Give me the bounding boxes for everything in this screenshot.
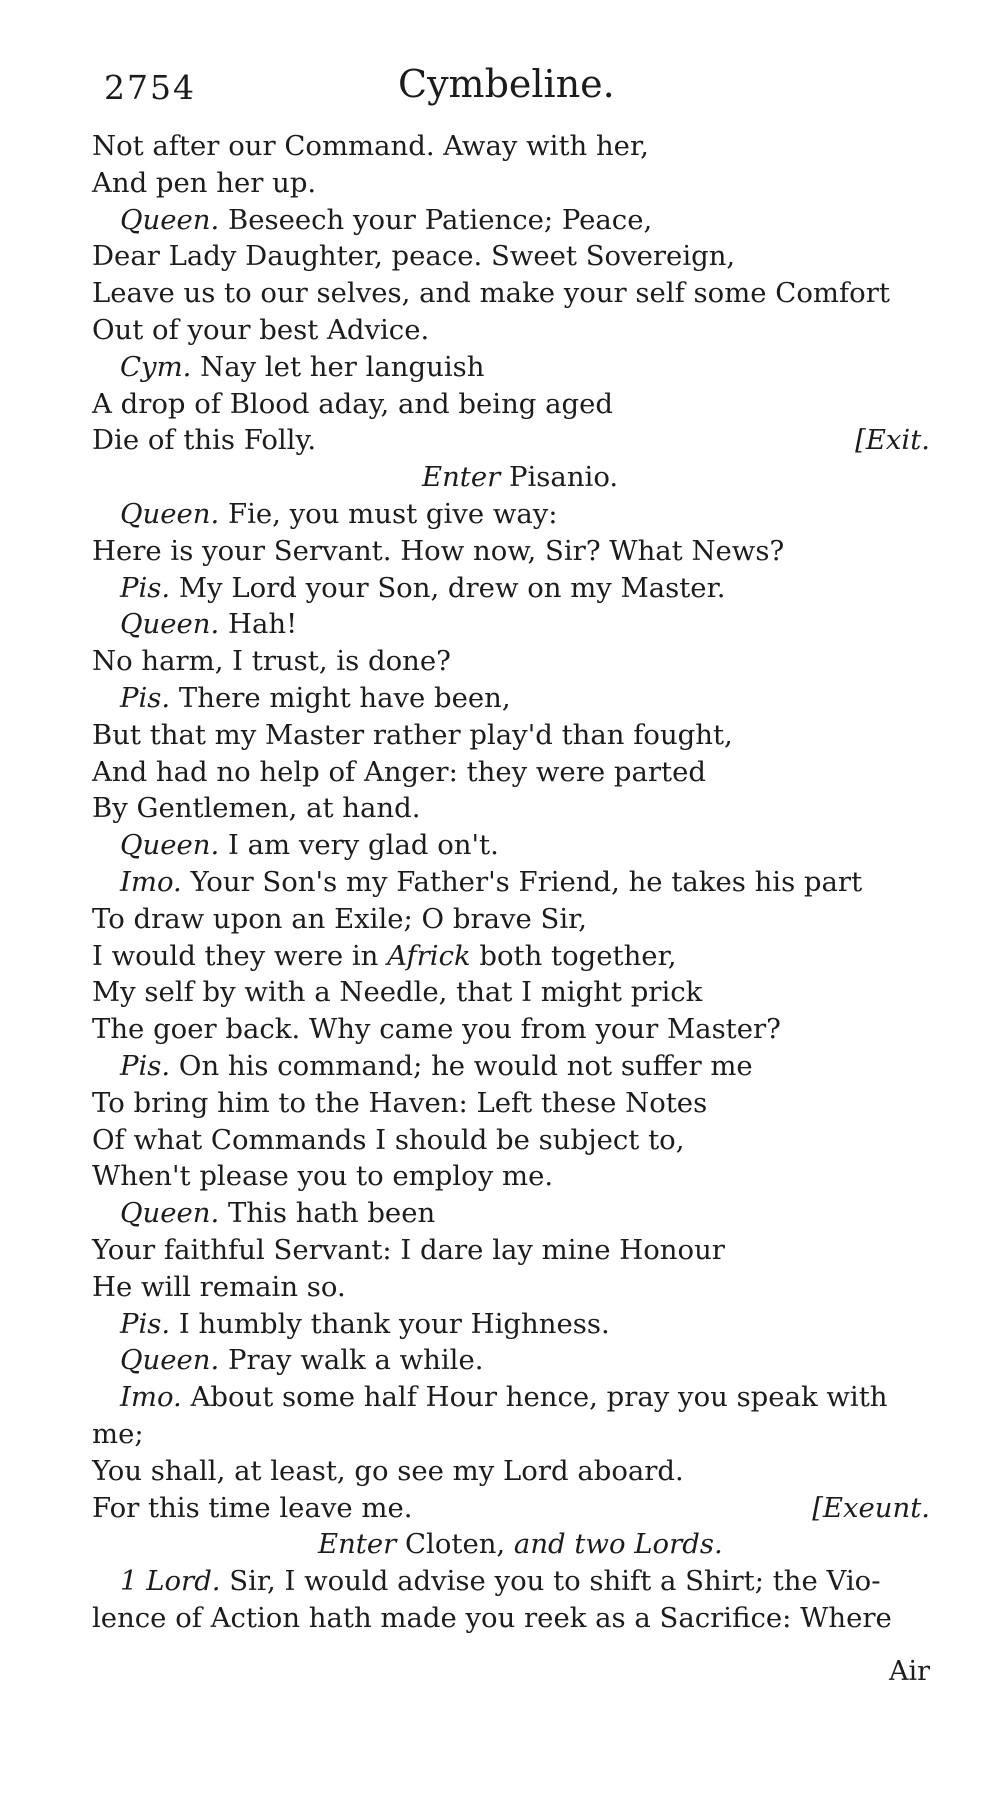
text-line: When't please you to employ me. — [92, 1160, 554, 1193]
line-text: Nay let her languish — [191, 350, 485, 383]
speaker-name: Pis. — [120, 1050, 171, 1082]
line-text: Your Son's my Father's Friend, he takes his part — [181, 866, 863, 898]
text-line — [422, 459, 618, 496]
text-line: A drop of Blood aday, and being aged — [92, 387, 614, 420]
line-text: I would they were in — [92, 939, 388, 972]
text-line: And pen her up. — [92, 166, 317, 199]
line-text: Beseech your Patience; Peace, — [219, 203, 653, 236]
speaker-name: Queen. — [120, 1197, 220, 1230]
stage-direction: Enter — [318, 1528, 397, 1561]
text-line — [92, 938, 676, 975]
text-line — [120, 1195, 435, 1232]
text-line — [120, 1379, 887, 1416]
speaker-name: Queen. — [120, 203, 220, 236]
text-line — [120, 349, 484, 386]
line-text: My Lord your Son, drew on my Master. — [170, 571, 726, 604]
speaker-name: Cym. — [120, 350, 192, 383]
text-line — [120, 1048, 753, 1085]
text-line: To draw upon an Exile; O brave Sir, — [92, 902, 588, 935]
line-text: Pisanio. — [500, 461, 619, 494]
text-line: Not after our Command. Away with her, — [92, 130, 649, 162]
text-line — [120, 827, 499, 864]
text-line: To bring him to the Haven: Left these Notes — [92, 1086, 708, 1119]
text-line: Your faithful Servant: I dare lay mine Honour — [92, 1234, 725, 1266]
text-line — [120, 570, 725, 607]
line-text: For this time leave me. — [92, 1491, 413, 1524]
text-line — [120, 202, 652, 239]
line-text: I humbly thank your Highness. — [170, 1307, 610, 1340]
text-line: You shall, at least, go see my Lord aboard. — [92, 1454, 684, 1487]
text-line: The goer back. Why came you from your Master? — [92, 1013, 781, 1046]
text-line — [92, 422, 316, 459]
speaker-name: Queen. — [120, 498, 220, 530]
text-line: Out of your best Advice. — [92, 314, 430, 346]
line-text: Hah! — [219, 608, 298, 641]
text-line: me; — [92, 1418, 144, 1450]
text-line: Of what Commands I should be subject to, — [92, 1123, 685, 1156]
speaker-name: Imo. — [120, 866, 182, 898]
line-text: I am very glad on't. — [219, 829, 499, 862]
exit-direction: [Exit. — [855, 424, 930, 457]
text-line: By Gentlemen, at hand. — [92, 792, 421, 825]
text-line: He will remain so. — [92, 1270, 346, 1303]
text-line: And had no help of Anger: they were parted — [92, 755, 706, 788]
text-line: But that my Master rather play'd than fought, — [92, 718, 733, 751]
italic-text: and two Lords. — [513, 1528, 723, 1561]
text-line — [120, 864, 862, 901]
speaker-name: Queen. — [120, 1344, 220, 1377]
line-text: On his command; he would not suffer me — [170, 1050, 753, 1082]
text-line — [120, 1306, 610, 1343]
text-line — [120, 680, 511, 717]
text-line — [120, 496, 558, 533]
exit-direction: [Exeunt. — [812, 1491, 930, 1524]
speaker-name: Imo. — [120, 1381, 182, 1414]
catchword: Air — [888, 1656, 930, 1687]
page-number: 2754 — [104, 68, 196, 107]
speaker-name: Pis. — [120, 571, 171, 604]
running-title: Cymbeline. — [398, 62, 615, 106]
speaker-name: Pis. — [120, 682, 171, 714]
speaker-name: Queen. — [120, 829, 220, 862]
speaker-name: 1 Lord. — [120, 1565, 221, 1598]
line-text: Pray walk a while. — [219, 1344, 484, 1377]
text-line — [120, 1342, 483, 1379]
stage-direction: Enter — [422, 461, 501, 494]
italic-text: Africk — [387, 939, 471, 972]
text-line: Dear Lady Daughter, peace. Sweet Sovereign, — [92, 240, 736, 273]
text-line — [120, 606, 297, 643]
text-line: Leave us to our selves, and make your self some Comfort — [92, 277, 890, 310]
line-text-rest: both together, — [470, 939, 677, 972]
page-header — [0, 62, 1000, 112]
text-line: My self by with a Needle, that I might prick — [92, 976, 703, 1009]
text-line: lence of Action hath made you reek as a Sacrifice: Where — [92, 1602, 892, 1634]
line-text: Die of this Folly. — [92, 424, 317, 457]
speaker-name: Pis. — [120, 1307, 171, 1340]
text-line — [120, 1563, 881, 1600]
text-line — [318, 1526, 723, 1563]
line-text: Sir, I would advise you to shift a Shirt; the Vio- — [220, 1565, 881, 1598]
line-text: Fie, you must give way: — [219, 498, 558, 530]
speaker-name: Queen. — [120, 608, 220, 641]
line-text: Cloten, — [396, 1528, 514, 1561]
text-line: Here is your Servant. How now, Sir? What News? — [92, 534, 785, 567]
line-text: This hath been — [219, 1197, 436, 1230]
line-text: There might have been, — [170, 682, 511, 714]
text-line — [92, 1490, 412, 1527]
line-text: About some half Hour hence, pray you speak with — [181, 1381, 888, 1414]
text-line: No harm, I trust, is done? — [92, 645, 451, 678]
